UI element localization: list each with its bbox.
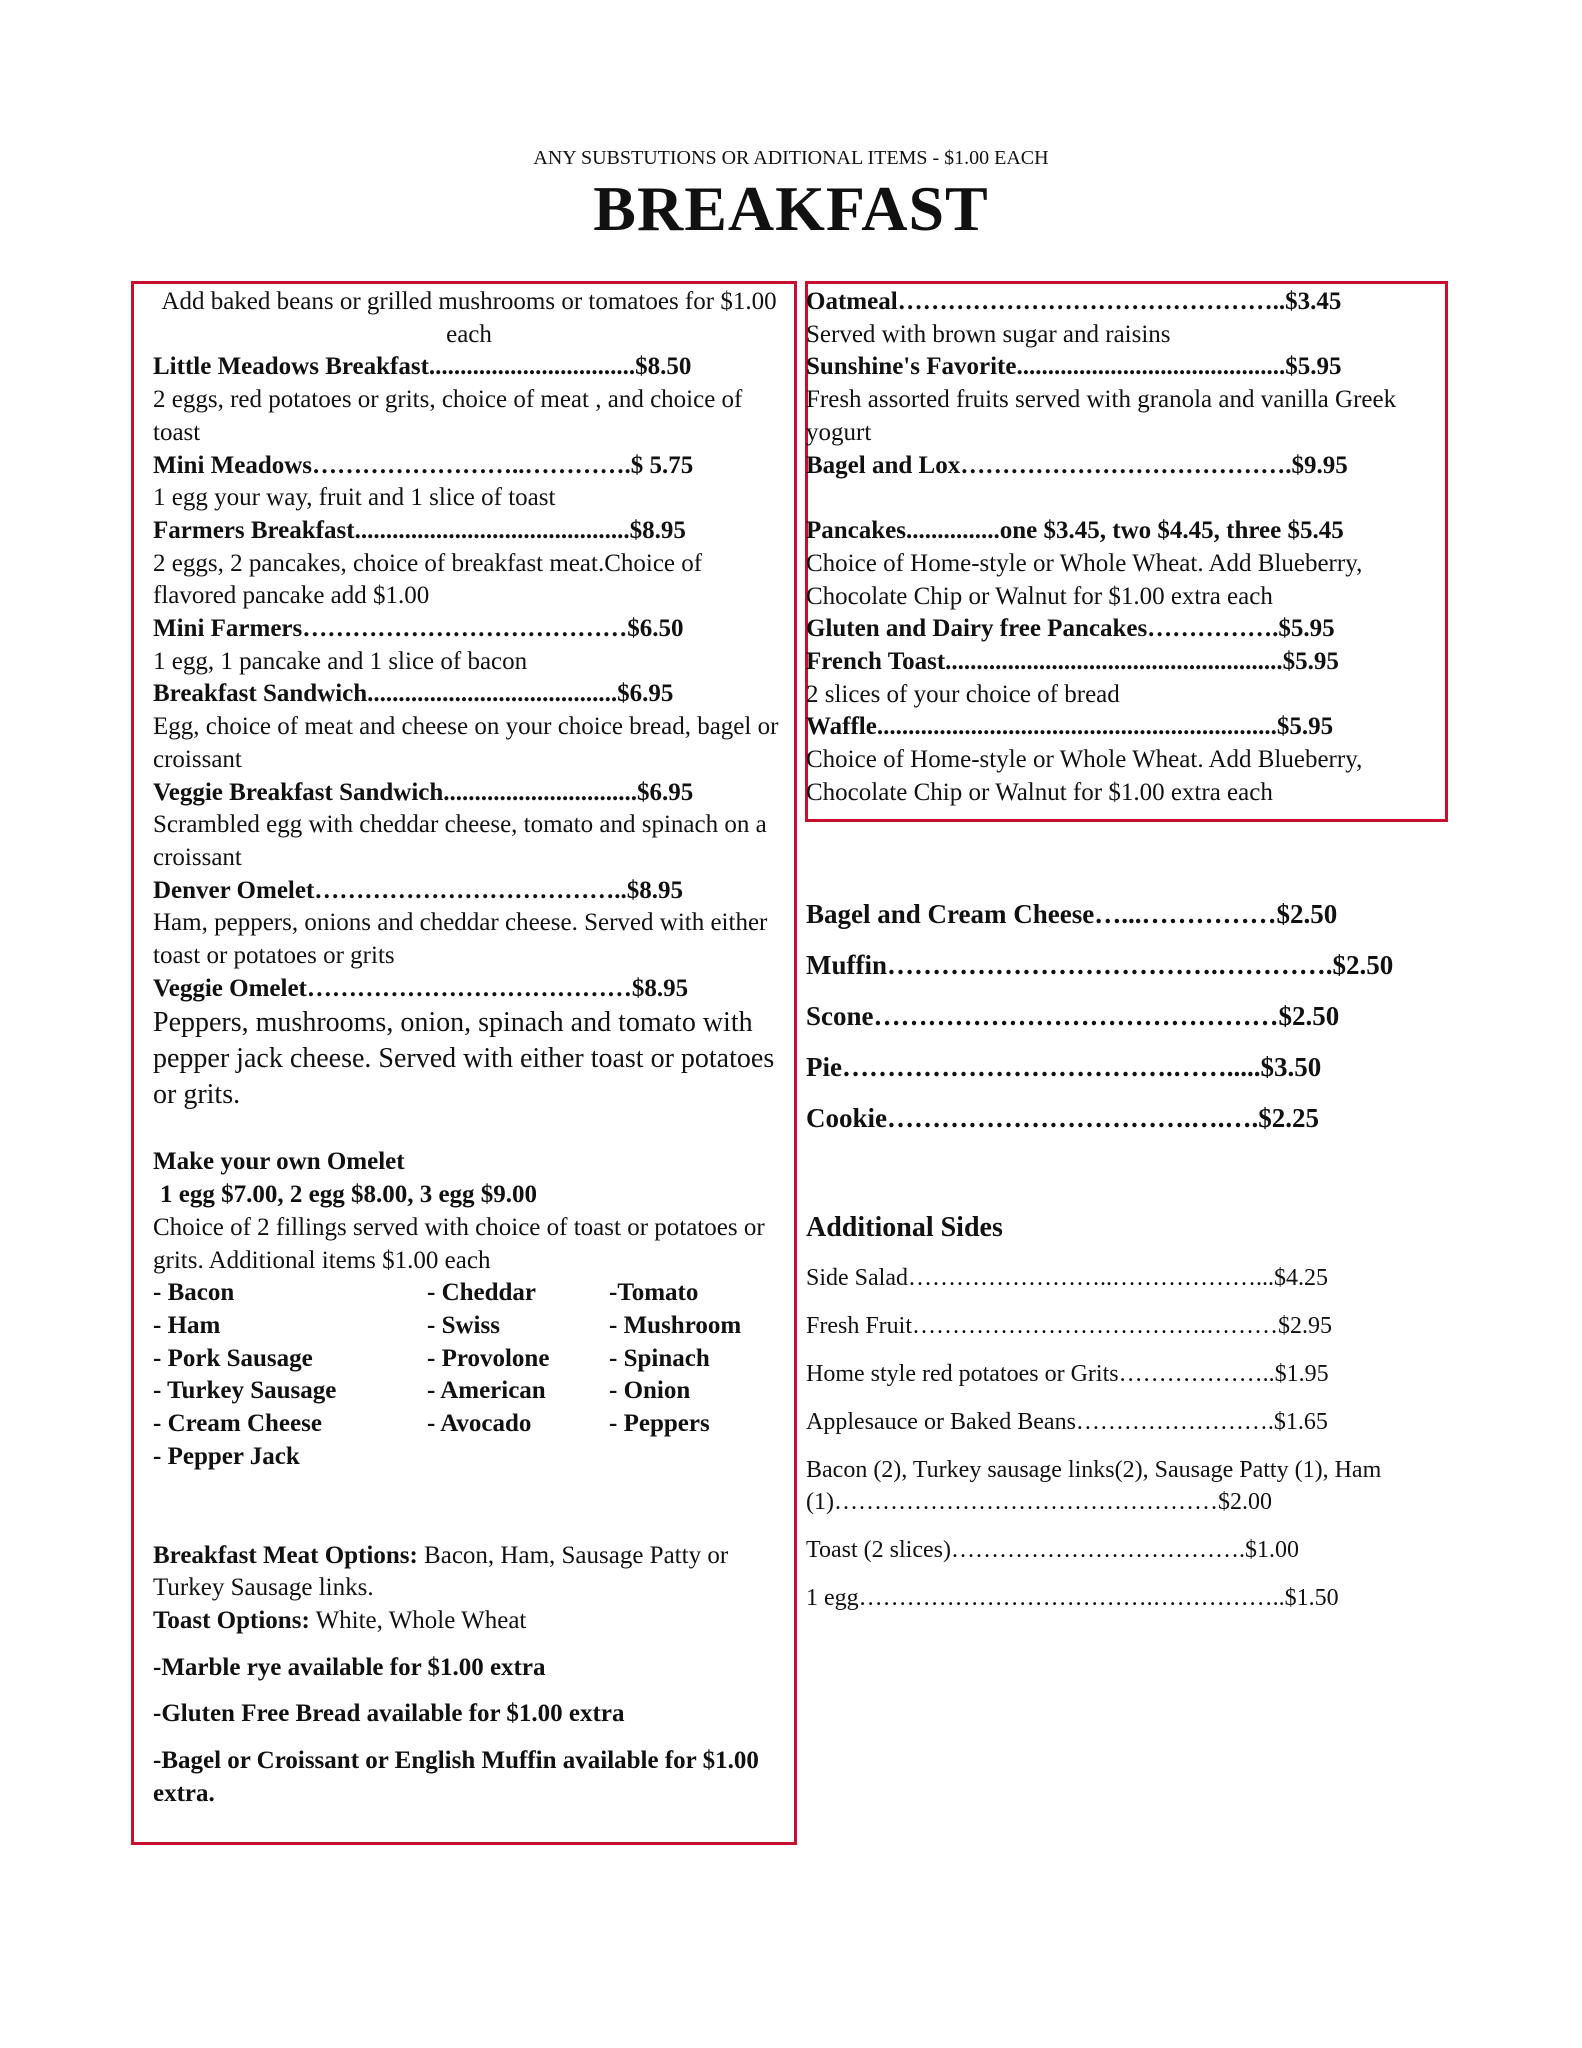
filling-item: - Cheddar — [427, 1279, 537, 1307]
menu-item — [153, 777, 785, 875]
omelet-prices: 1 egg $7.00, 2 egg $8.00, 3 egg $9.00 — [160, 1181, 538, 1209]
item-name: Waffle................................................................$5.95 — [806, 713, 1334, 741]
filling-item: - Turkey Sausage — [153, 1377, 337, 1405]
spacer — [153, 1113, 785, 1146]
filling-item — [609, 1441, 785, 1474]
additional-sides — [806, 1208, 1442, 1630]
item-name: Mini Meadows……………………..………….$ 5.75 — [153, 451, 694, 479]
substitution-notice: ANY SUBSTUTIONS OR ADITIONAL ITEMS - $1.00 EACH — [533, 147, 1049, 169]
menu-item — [806, 450, 1442, 483]
item-name: Oatmeal………………………………………..$3.45 — [806, 288, 1342, 315]
sides-heading: Additional Sides — [806, 1212, 1003, 1243]
filling-item: -Tomato — [609, 1279, 699, 1307]
omelet-description: Choice of 2 fillings served with choice of toast or potatoes or grits. Additional items $1.00 each — [153, 1213, 765, 1274]
menu-item — [153, 613, 785, 678]
toast-options — [153, 1605, 785, 1638]
side-item: Fresh Fruit……………………………….………$2.95 — [806, 1313, 1333, 1339]
bakery-item: Muffin……………………………….………….$2.50 — [806, 950, 1394, 980]
filling-item: - Cream Cheese — [153, 1410, 322, 1438]
item-name: Bagel and Lox………………………………….$9.95 — [806, 451, 1348, 479]
menu-item — [806, 711, 1442, 809]
meat-options-text: Bacon, Ham, Sausage Patty or Turkey Sausage links. — [153, 1541, 729, 1602]
menu-item — [806, 351, 1442, 449]
side-item: Home style red potatoes or Grits………………..$1.95 — [806, 1361, 1329, 1387]
page-title: BREAKFAST — [593, 173, 989, 244]
side-item: Side Salad……………………..………………...$4.25 — [806, 1265, 1328, 1291]
spacer — [153, 1507, 785, 1540]
item-description: 2 slices of your choice of bread — [806, 680, 1120, 708]
item-description: 1 egg your way, fruit and 1 slice of toast — [153, 484, 556, 512]
add-on-note: Add baked beans or grilled mushrooms or tomatoes for $1.00 each — [161, 288, 777, 348]
bakery-list — [806, 889, 1442, 1144]
right-menu-column — [806, 286, 1442, 810]
filling-item — [427, 1441, 609, 1474]
item-name: Gluten and Dairy free Pancakes…………….$5.95 — [806, 615, 1335, 643]
filling-item: - Ham — [153, 1311, 221, 1339]
item-name: Farmers Breakfast............................................$8.95 — [153, 516, 686, 544]
item-description: Scrambled egg with cheddar cheese, tomato and spinach on a croissant — [153, 811, 767, 871]
toast-options-text: White, Whole Wheat — [309, 1606, 527, 1634]
item-name: Sunshine's Favorite...........................................$5.95 — [806, 353, 1342, 381]
bakery-item: Pie……………………………….…….....$3.50 — [806, 1052, 1322, 1082]
side-item: Toast (2 slices)……………………………….$1.00 — [806, 1537, 1299, 1563]
spacer — [806, 482, 1442, 515]
filling-item: - Avocado — [427, 1410, 532, 1438]
item-name: Breakfast Sandwich........................................$6.95 — [153, 680, 674, 708]
menu-item — [153, 678, 785, 776]
extra-note: -Gluten Free Bread available for $1.00 extra — [153, 1700, 625, 1728]
side-item: Bacon (2), Turkey sausage links(2), Sausage Patty (1), Ham (1)…………………………………………$2.00 — [806, 1457, 1382, 1515]
menu-item — [806, 646, 1442, 711]
menu-item — [153, 450, 785, 515]
meat-options — [153, 1540, 785, 1605]
bakery-item: Cookie…………………………….….….$2.25 — [806, 1103, 1319, 1133]
item-name: Pancakes...............one $3.45, two $4.45, three $5.45 — [806, 517, 1344, 545]
bakery-item: Scone………………………………………$2.50 — [806, 1001, 1340, 1031]
filling-item: - Provolone — [427, 1344, 550, 1372]
bakery-item: Bagel and Cream Cheese…...……………$2.50 — [806, 899, 1338, 929]
item-name: Mini Farmers…………………………………$6.50 — [153, 615, 684, 643]
item-name: French Toast......................................................$5.95 — [806, 648, 1339, 676]
filling-item: - Onion — [609, 1377, 691, 1405]
menu-item — [806, 286, 1442, 351]
extra-note: -Marble rye available for $1.00 extra — [153, 1653, 546, 1681]
item-description: 2 eggs, 2 pancakes, choice of breakfast meat.Choice of flavored pancake add $1.00 — [153, 549, 703, 610]
item-name: Veggie Breakfast Sandwich...............................$6.95 — [153, 778, 694, 806]
side-item: 1 egg……………………………….……………..$1.50 — [806, 1585, 1339, 1611]
item-description: 2 eggs, red potatoes or grits, choice of meat , and choice of toast — [153, 386, 743, 446]
menu-item — [806, 613, 1442, 646]
filling-item: - Pork Sausage — [153, 1344, 313, 1372]
menu-item — [153, 875, 785, 973]
menu-item — [153, 351, 785, 449]
extra-note: -Bagel or Croissant or English Muffin available for $1.00 extra. — [153, 1747, 759, 1807]
filling-item: - Peppers — [609, 1410, 710, 1438]
item-description: 1 egg, 1 pancake and 1 slice of bacon — [153, 647, 528, 675]
menu-item — [153, 973, 785, 1114]
item-description: Choice of Home-style or Whole Wheat. Add Blueberry, Chocolate Chip or Walnut for $1.00 extra each — [806, 549, 1363, 610]
omelet-title: Make your own Omelet — [153, 1148, 405, 1176]
item-description: Egg, choice of meat and cheese on your choice bread, bagel or croissant — [153, 713, 779, 773]
item-description: Ham, peppers, onions and cheddar cheese. Served with either toast or potatoes or grits — [153, 909, 768, 970]
filling-item: - Mushroom — [609, 1311, 742, 1339]
toast-options-label: Toast Options: — [153, 1606, 310, 1634]
filling-item: - Swiss — [427, 1311, 500, 1339]
menu-item — [153, 515, 785, 613]
item-name: Veggie Omelet…………………………………$8.95 — [153, 974, 689, 1002]
filling-item: - Pepper Jack — [153, 1442, 300, 1470]
spacer — [153, 1474, 785, 1507]
side-item: Applesauce or Baked Beans…………………….$1.65 — [806, 1409, 1328, 1435]
item-description: Choice of Home-style or Whole Wheat. Add Blueberry, Chocolate Chip or Walnut for $1.00 extra each — [806, 746, 1363, 806]
item-name: Little Meadows Breakfast.................................$8.50 — [153, 353, 692, 381]
item-description: Fresh assorted fruits served with granola and vanilla Greek yogurt — [806, 386, 1397, 446]
item-description: Peppers, mushrooms, onion, spinach and tomato with pepper jack cheese. Served with either toast or potatoes or grits. — [153, 1007, 775, 1111]
filling-item: - Spinach — [609, 1344, 710, 1372]
menu-item — [806, 515, 1442, 613]
meat-options-label: Breakfast Meat Options: — [153, 1541, 418, 1569]
filling-item: - Bacon — [153, 1279, 235, 1307]
omelet-fillings-grid — [153, 1277, 785, 1473]
item-description: Served with brown sugar and raisins — [806, 320, 1171, 348]
left-menu-column — [153, 286, 785, 1810]
item-name: Denver Omelet………………………………..$8.95 — [153, 876, 684, 904]
filling-item: - American — [427, 1377, 546, 1405]
